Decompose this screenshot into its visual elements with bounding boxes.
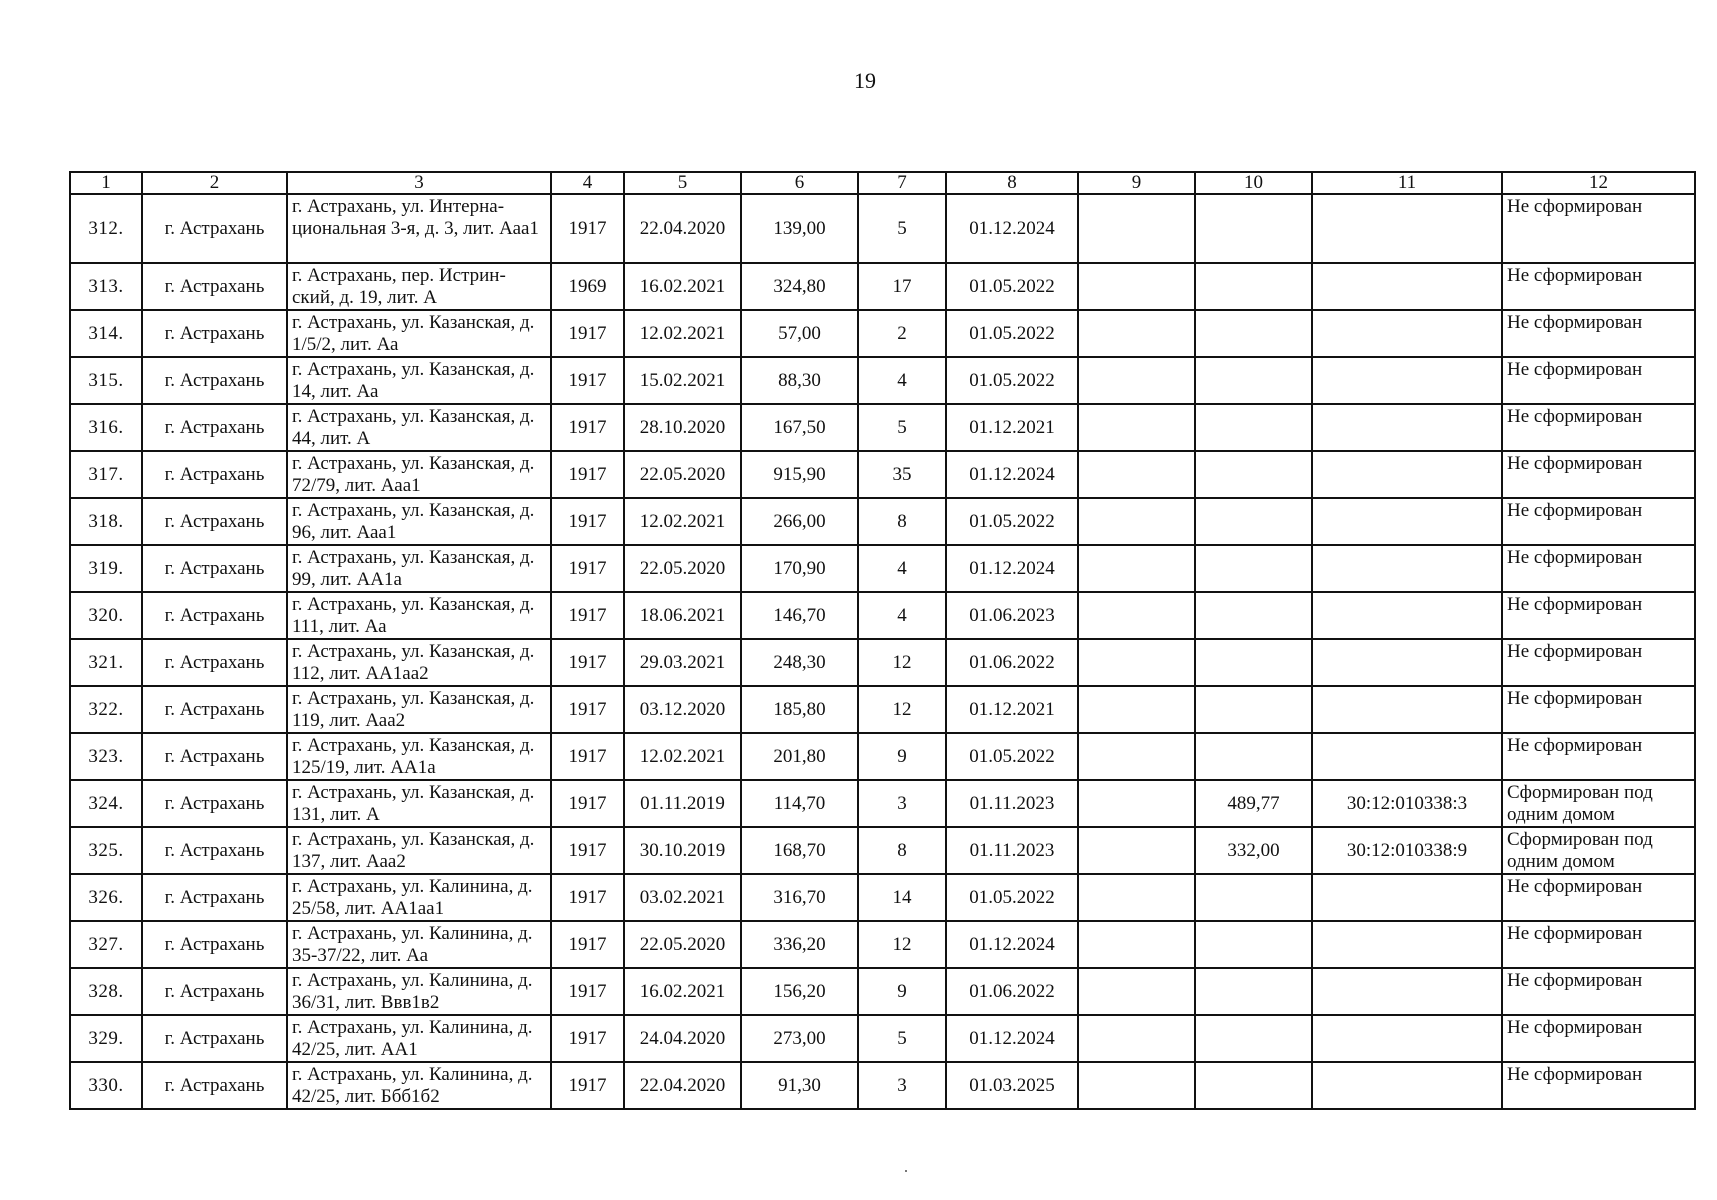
page-number: 19 [854, 68, 876, 93]
resettlement-deadline-cell: 01.05.2022 [946, 733, 1078, 780]
land-area-cell [1195, 592, 1312, 639]
cadastral-number-cell [1312, 194, 1502, 263]
column-number-header: 8 [946, 172, 1078, 194]
land-status-cell: Не сформирован [1502, 686, 1695, 733]
residents-count-cell: 4 [858, 592, 946, 639]
table-row [70, 921, 1695, 968]
row-number-cell: 329. [70, 1015, 142, 1062]
scan-speck [905, 1170, 907, 1172]
resettlement-deadline-cell: 01.06.2023 [946, 592, 1078, 639]
table-row [70, 827, 1695, 874]
column-number-header: 2 [142, 172, 287, 194]
area-cell: 336,20 [741, 921, 858, 968]
table-row [70, 451, 1695, 498]
build-year-cell: 1917 [551, 780, 624, 827]
column-9-cell [1078, 451, 1195, 498]
area-cell: 185,80 [741, 686, 858, 733]
cadastral-number-cell [1312, 874, 1502, 921]
address-cell: г. Астрахань, ул. Казанская, д. 1/5/2, лит. Аа [287, 310, 551, 357]
table-row [70, 639, 1695, 686]
land-area-cell [1195, 733, 1312, 780]
resettlement-deadline-cell: 01.06.2022 [946, 639, 1078, 686]
address-cell: г. Астрахань, ул. Казанская, д. 44, лит. А [287, 404, 551, 451]
residents-count-cell: 5 [858, 404, 946, 451]
residents-count-cell: 12 [858, 639, 946, 686]
area-cell: 915,90 [741, 451, 858, 498]
address-cell: г. Астрахань, ул. Казанская, д. 111, лит. Аа [287, 592, 551, 639]
cadastral-number-cell [1312, 968, 1502, 1015]
land-area-cell [1195, 357, 1312, 404]
row-number-cell: 314. [70, 310, 142, 357]
recognition-date-cell: 22.04.2020 [624, 194, 741, 263]
address-cell: г. Астрахань, ул. Калинина, д. 36/31, лит. Ввв1в2 [287, 968, 551, 1015]
area-cell: 146,70 [741, 592, 858, 639]
row-number-cell: 326. [70, 874, 142, 921]
recognition-date-cell: 03.12.2020 [624, 686, 741, 733]
column-9-cell [1078, 874, 1195, 921]
resettlement-deadline-cell: 01.05.2022 [946, 498, 1078, 545]
cadastral-number-cell [1312, 639, 1502, 686]
build-year-cell: 1917 [551, 310, 624, 357]
address-cell: г. Астрахань, ул. Казанская, д. 96, лит. Ааа1 [287, 498, 551, 545]
residents-count-cell: 5 [858, 194, 946, 263]
row-number-cell: 327. [70, 921, 142, 968]
residents-count-cell: 9 [858, 733, 946, 780]
land-area-cell [1195, 686, 1312, 733]
cadastral-number-cell [1312, 451, 1502, 498]
cadastral-number-cell [1312, 545, 1502, 592]
municipality-cell: г. Астрахань [142, 733, 287, 780]
table-row [70, 592, 1695, 639]
land-area-cell [1195, 545, 1312, 592]
land-status-cell: Не сформирован [1502, 310, 1695, 357]
table-row [70, 968, 1695, 1015]
residents-count-cell: 35 [858, 451, 946, 498]
address-cell: г. Астрахань, ул. Казанская, д. 112, лит. АА1аа2 [287, 639, 551, 686]
table-row [70, 498, 1695, 545]
column-9-cell [1078, 263, 1195, 310]
cadastral-number-cell: 30:12:010338:9 [1312, 827, 1502, 874]
address-cell: г. Астрахань, ул. Казанская, д. 137, лит. Ааа2 [287, 827, 551, 874]
resettlement-deadline-cell: 01.12.2024 [946, 545, 1078, 592]
recognition-date-cell: 29.03.2021 [624, 639, 741, 686]
table-body [70, 194, 1695, 1109]
address-cell: г. Астрахань, ул. Калинина, д. 42/25, лит. Ббб1б2 [287, 1062, 551, 1109]
recognition-date-cell: 15.02.2021 [624, 357, 741, 404]
column-9-cell [1078, 194, 1195, 263]
residents-count-cell: 14 [858, 874, 946, 921]
column-9-cell [1078, 733, 1195, 780]
residents-count-cell: 3 [858, 780, 946, 827]
area-cell: 139,00 [741, 194, 858, 263]
municipality-cell: г. Астрахань [142, 592, 287, 639]
residents-count-cell: 12 [858, 686, 946, 733]
residents-count-cell: 8 [858, 498, 946, 545]
recognition-date-cell: 16.02.2021 [624, 263, 741, 310]
row-number-cell: 313. [70, 263, 142, 310]
address-cell: г. Астрахань, ул. Казанская, д. 119, лит. Ааа2 [287, 686, 551, 733]
land-status-cell: Не сформирован [1502, 921, 1695, 968]
land-status-cell: Не сформирован [1502, 733, 1695, 780]
area-cell: 91,30 [741, 1062, 858, 1109]
land-status-cell: Не сформирован [1502, 357, 1695, 404]
resettlement-deadline-cell: 01.05.2022 [946, 874, 1078, 921]
address-cell: г. Астрахань, ул. Казанская, д. 72/79, лит. Ааа1 [287, 451, 551, 498]
row-number-cell: 320. [70, 592, 142, 639]
table-row [70, 686, 1695, 733]
resettlement-deadline-cell: 01.12.2021 [946, 686, 1078, 733]
recognition-date-cell: 30.10.2019 [624, 827, 741, 874]
residents-count-cell: 3 [858, 1062, 946, 1109]
cadastral-number-cell [1312, 1015, 1502, 1062]
recognition-date-cell: 12.02.2021 [624, 310, 741, 357]
cadastral-number-cell [1312, 498, 1502, 545]
area-cell: 266,00 [741, 498, 858, 545]
column-number-header: 1 [70, 172, 142, 194]
cadastral-number-cell [1312, 592, 1502, 639]
column-number-header: 11 [1312, 172, 1502, 194]
land-area-cell [1195, 639, 1312, 686]
column-number-header: 7 [858, 172, 946, 194]
land-area-cell [1195, 1062, 1312, 1109]
recognition-date-cell: 28.10.2020 [624, 404, 741, 451]
build-year-cell: 1917 [551, 194, 624, 263]
area-cell: 168,70 [741, 827, 858, 874]
address-cell: г. Астрахань, ул. Казанская, д. 125/19, лит. АА1а [287, 733, 551, 780]
residents-count-cell: 9 [858, 968, 946, 1015]
land-status-cell: Не сформирован [1502, 451, 1695, 498]
row-number-cell: 325. [70, 827, 142, 874]
recognition-date-cell: 01.11.2019 [624, 780, 741, 827]
resettlement-deadline-cell: 01.05.2022 [946, 310, 1078, 357]
municipality-cell: г. Астрахань [142, 498, 287, 545]
column-number-header: 6 [741, 172, 858, 194]
land-status-cell: Не сформирован [1502, 639, 1695, 686]
area-cell: 88,30 [741, 357, 858, 404]
table-row [70, 874, 1695, 921]
address-cell: г. Астрахань, ул. Калинина, д. 42/25, лит. АА1 [287, 1015, 551, 1062]
land-area-cell [1195, 194, 1312, 263]
resettlement-deadline-cell: 01.12.2024 [946, 1015, 1078, 1062]
cadastral-number-cell [1312, 357, 1502, 404]
resettlement-deadline-cell: 01.12.2024 [946, 194, 1078, 263]
municipality-cell: г. Астрахань [142, 921, 287, 968]
resettlement-deadline-cell: 01.05.2022 [946, 263, 1078, 310]
row-number-cell: 319. [70, 545, 142, 592]
land-area-cell [1195, 498, 1312, 545]
build-year-cell: 1917 [551, 498, 624, 545]
land-area-cell: 489,77 [1195, 780, 1312, 827]
residents-count-cell: 2 [858, 310, 946, 357]
table-row [70, 263, 1695, 310]
build-year-cell: 1917 [551, 451, 624, 498]
cadastral-number-cell [1312, 263, 1502, 310]
column-number-header: 10 [1195, 172, 1312, 194]
resettlement-deadline-cell: 01.05.2022 [946, 357, 1078, 404]
column-9-cell [1078, 545, 1195, 592]
address-cell: г. Астрахань, ул. Казанская, д. 99, лит. АА1а [287, 545, 551, 592]
resettlement-deadline-cell: 01.06.2022 [946, 968, 1078, 1015]
municipality-cell: г. Астрахань [142, 451, 287, 498]
column-9-cell [1078, 592, 1195, 639]
cadastral-number-cell [1312, 310, 1502, 357]
row-number-cell: 324. [70, 780, 142, 827]
table-row [70, 733, 1695, 780]
column-9-cell [1078, 357, 1195, 404]
build-year-cell: 1969 [551, 263, 624, 310]
build-year-cell: 1917 [551, 404, 624, 451]
row-number-cell: 312. [70, 194, 142, 263]
row-number-cell: 330. [70, 1062, 142, 1109]
land-area-cell: 332,00 [1195, 827, 1312, 874]
land-status-cell: Не сформирован [1502, 968, 1695, 1015]
housing-register-table [69, 171, 1696, 1110]
build-year-cell: 1917 [551, 827, 624, 874]
column-9-cell [1078, 1062, 1195, 1109]
column-9-cell [1078, 686, 1195, 733]
municipality-cell: г. Астрахань [142, 404, 287, 451]
area-cell: 273,00 [741, 1015, 858, 1062]
municipality-cell: г. Астрахань [142, 780, 287, 827]
build-year-cell: 1917 [551, 921, 624, 968]
land-status-cell: Не сформирован [1502, 545, 1695, 592]
land-status-cell: Не сформирован [1502, 1015, 1695, 1062]
land-area-cell [1195, 968, 1312, 1015]
area-cell: 201,80 [741, 733, 858, 780]
row-number-cell: 323. [70, 733, 142, 780]
build-year-cell: 1917 [551, 545, 624, 592]
municipality-cell: г. Астрахань [142, 874, 287, 921]
land-status-cell: Не сформирован [1502, 1062, 1695, 1109]
residents-count-cell: 5 [858, 1015, 946, 1062]
column-9-cell [1078, 968, 1195, 1015]
cadastral-number-cell [1312, 404, 1502, 451]
residents-count-cell: 4 [858, 357, 946, 404]
table-row [70, 357, 1695, 404]
land-status-cell: Не сформирован [1502, 404, 1695, 451]
build-year-cell: 1917 [551, 968, 624, 1015]
cadastral-number-cell [1312, 733, 1502, 780]
row-number-cell: 321. [70, 639, 142, 686]
recognition-date-cell: 22.05.2020 [624, 545, 741, 592]
build-year-cell: 1917 [551, 733, 624, 780]
table-row [70, 780, 1695, 827]
residents-count-cell: 4 [858, 545, 946, 592]
column-9-cell [1078, 780, 1195, 827]
land-status-cell: Не сформирован [1502, 498, 1695, 545]
recognition-date-cell: 18.06.2021 [624, 592, 741, 639]
table-row [70, 310, 1695, 357]
land-area-cell [1195, 451, 1312, 498]
residents-count-cell: 12 [858, 921, 946, 968]
build-year-cell: 1917 [551, 686, 624, 733]
resettlement-deadline-cell: 01.03.2025 [946, 1062, 1078, 1109]
table-row [70, 545, 1695, 592]
land-area-cell [1195, 310, 1312, 357]
residents-count-cell: 8 [858, 827, 946, 874]
row-number-cell: 317. [70, 451, 142, 498]
build-year-cell: 1917 [551, 639, 624, 686]
row-number-cell: 318. [70, 498, 142, 545]
table-row [70, 194, 1695, 263]
municipality-cell: г. Астрахань [142, 639, 287, 686]
column-9-cell [1078, 921, 1195, 968]
build-year-cell: 1917 [551, 592, 624, 639]
cadastral-number-cell: 30:12:010338:3 [1312, 780, 1502, 827]
address-cell: г. Астрахань, ул. Казанская, д. 131, лит. А [287, 780, 551, 827]
row-number-cell: 315. [70, 357, 142, 404]
area-cell: 170,90 [741, 545, 858, 592]
municipality-cell: г. Астрахань [142, 310, 287, 357]
column-9-cell [1078, 310, 1195, 357]
column-9-cell [1078, 404, 1195, 451]
land-area-cell [1195, 1015, 1312, 1062]
column-number-header: 3 [287, 172, 551, 194]
municipality-cell: г. Астрахань [142, 357, 287, 404]
column-9-cell [1078, 639, 1195, 686]
land-status-cell: Не сформирован [1502, 874, 1695, 921]
area-cell: 316,70 [741, 874, 858, 921]
row-number-cell: 322. [70, 686, 142, 733]
area-cell: 57,00 [741, 310, 858, 357]
resettlement-deadline-cell: 01.12.2024 [946, 451, 1078, 498]
cadastral-number-cell [1312, 686, 1502, 733]
area-cell: 167,50 [741, 404, 858, 451]
recognition-date-cell: 16.02.2021 [624, 968, 741, 1015]
municipality-cell: г. Астрахань [142, 686, 287, 733]
land-status-cell: Не сформирован [1502, 592, 1695, 639]
municipality-cell: г. Астрахань [142, 1062, 287, 1109]
recognition-date-cell: 22.04.2020 [624, 1062, 741, 1109]
cadastral-number-cell [1312, 921, 1502, 968]
recognition-date-cell: 12.02.2021 [624, 498, 741, 545]
recognition-date-cell: 03.02.2021 [624, 874, 741, 921]
land-area-cell [1195, 921, 1312, 968]
area-cell: 324,80 [741, 263, 858, 310]
row-number-cell: 328. [70, 968, 142, 1015]
column-9-cell [1078, 498, 1195, 545]
resettlement-deadline-cell: 01.11.2023 [946, 780, 1078, 827]
municipality-cell: г. Астрахань [142, 545, 287, 592]
column-number-header: 5 [624, 172, 741, 194]
municipality-cell: г. Астрахань [142, 263, 287, 310]
column-number-header: 4 [551, 172, 624, 194]
land-area-cell [1195, 263, 1312, 310]
resettlement-deadline-cell: 01.12.2021 [946, 404, 1078, 451]
column-number-header: 9 [1078, 172, 1195, 194]
area-cell: 156,20 [741, 968, 858, 1015]
land-area-cell [1195, 874, 1312, 921]
land-status-cell: Сформирован под одним домом [1502, 827, 1695, 874]
address-cell: г. Астрахань, ул. Казанская, д. 14, лит. Аа [287, 357, 551, 404]
table-row [70, 1062, 1695, 1109]
table-row [70, 1015, 1695, 1062]
land-status-cell: Не сформирован [1502, 263, 1695, 310]
resettlement-deadline-cell: 01.12.2024 [946, 921, 1078, 968]
municipality-cell: г. Астрахань [142, 194, 287, 263]
area-cell: 114,70 [741, 780, 858, 827]
land-area-cell [1195, 404, 1312, 451]
column-number-header: 12 [1502, 172, 1695, 194]
recognition-date-cell: 12.02.2021 [624, 733, 741, 780]
column-9-cell [1078, 827, 1195, 874]
cadastral-number-cell [1312, 1062, 1502, 1109]
column-number-row [70, 172, 1695, 194]
build-year-cell: 1917 [551, 1015, 624, 1062]
municipality-cell: г. Астрахань [142, 1015, 287, 1062]
municipality-cell: г. Астрахань [142, 827, 287, 874]
recognition-date-cell: 22.05.2020 [624, 451, 741, 498]
recognition-date-cell: 22.05.2020 [624, 921, 741, 968]
address-cell: г. Астрахань, ул. Интерна-циональная 3-я, д. 3, лит. Ааа1 [287, 194, 551, 263]
municipality-cell: г. Астрахань [142, 968, 287, 1015]
area-cell: 248,30 [741, 639, 858, 686]
address-cell: г. Астрахань, пер. Истрин-ский, д. 19, лит. А [287, 263, 551, 310]
land-status-cell: Сформирован под одним домом [1502, 780, 1695, 827]
row-number-cell: 316. [70, 404, 142, 451]
address-cell: г. Астрахань, ул. Калинина, д. 35-37/22, лит. Аа [287, 921, 551, 968]
table-row [70, 404, 1695, 451]
build-year-cell: 1917 [551, 874, 624, 921]
residents-count-cell: 17 [858, 263, 946, 310]
address-cell: г. Астрахань, ул. Калинина, д. 25/58, лит. АА1аа1 [287, 874, 551, 921]
build-year-cell: 1917 [551, 357, 624, 404]
land-status-cell: Не сформирован [1502, 194, 1695, 263]
build-year-cell: 1917 [551, 1062, 624, 1109]
resettlement-deadline-cell: 01.11.2023 [946, 827, 1078, 874]
recognition-date-cell: 24.04.2020 [624, 1015, 741, 1062]
column-9-cell [1078, 1015, 1195, 1062]
